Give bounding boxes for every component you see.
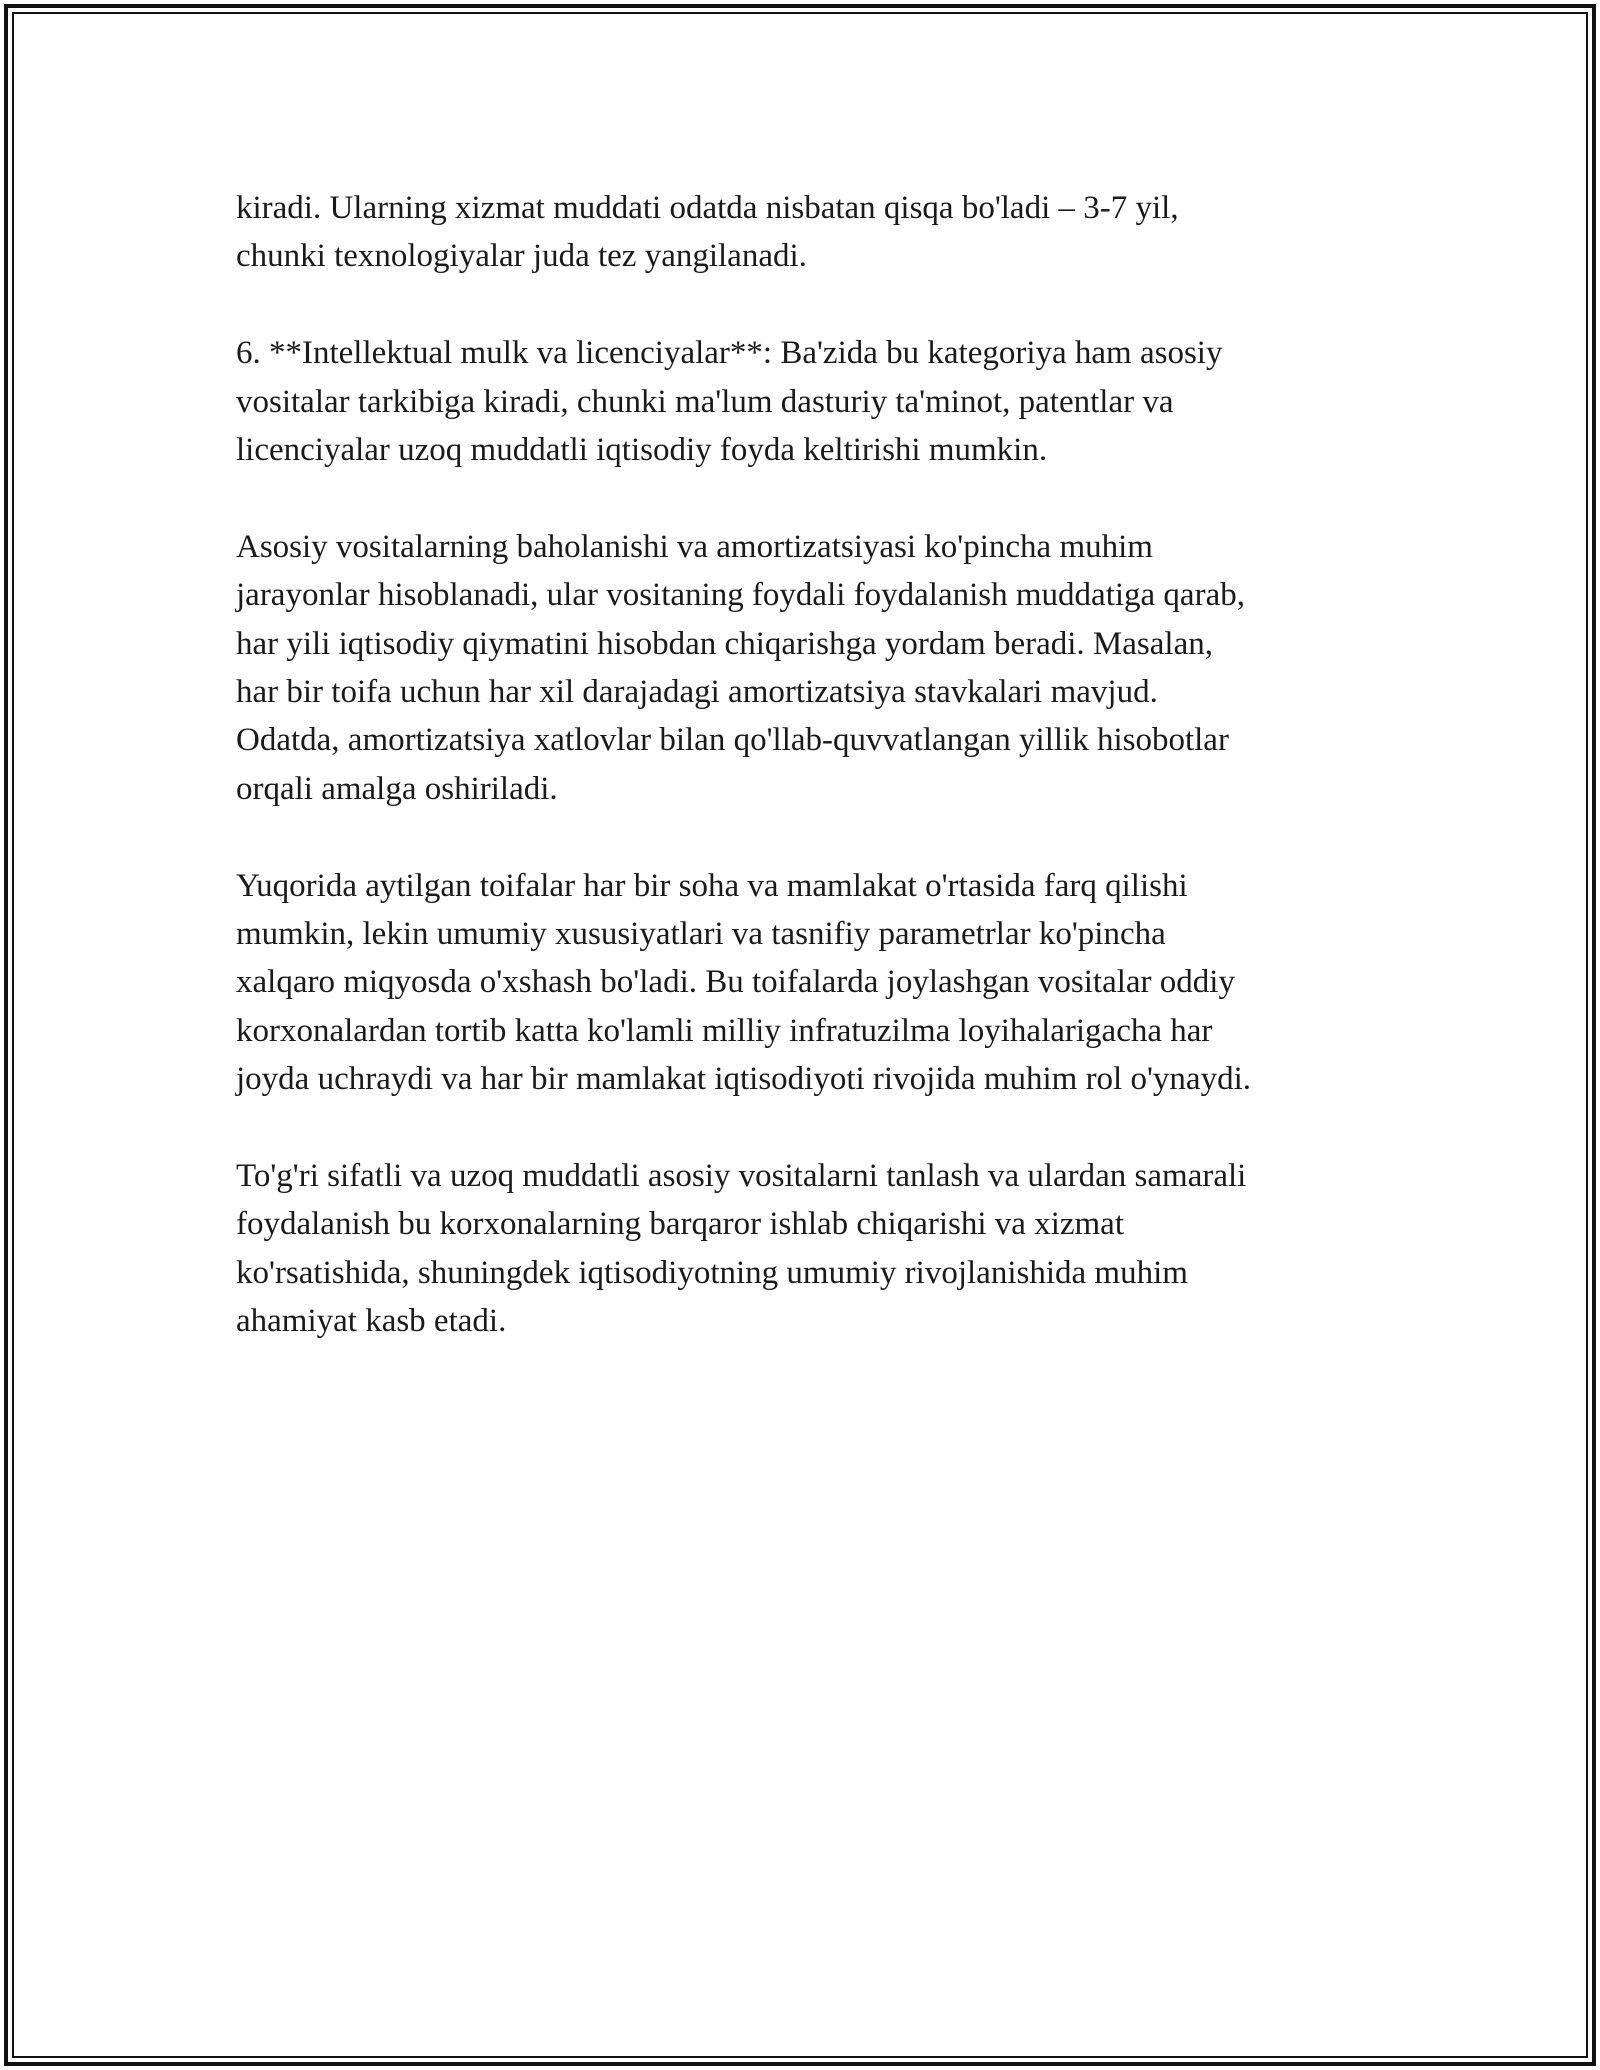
paragraph-continuation: kiradi. Ularning xizmat muddati odatda nisbatan qisqa bo'ladi – 3-7 yil, chunki texnologiyalar juda tez yangilanadi. [236, 190, 1179, 275]
paragraph-intellectual-property: 6. **Intellektual mulk va licenciyalar**: Ba'zida bu kategoriya ham asosiy vositalar tarkibiga kiradi, chunki ma'lum dasturiy ta'minot, patentlar va licenciyalar uzoq muddatli iqtisodiy foyda keltirishi mumkin. [236, 335, 1223, 469]
paragraph-conclusion: To'g'ri sifatli va uzoq muddatli asosiy vositalarni tanlash va ulardan samarali foydalanish bu korxonalarning barqaror ishlab chiqarishi va xizmat ko'rsatishida, shuningdek iqtisodiyotning umumiy rivojlanishida muhim ahamiyat kasb etadi. [236, 1158, 1247, 1340]
paragraph-categories: Yuqorida aytilgan toifalar har bir soha va mamlakat o'rtasida farq qilishi mumkin, lekin umumiy xususiyatlari va tasnifiy parametrlar ko'pincha xalqaro miqyosda o'xshash bo'ladi. Bu toifalarda joylashgan vositalar oddiy korxonalardan tortib katta ko'lamli milliy infratuzilma loyihalarigacha har joyda uchraydi va har bir mamlakat iqtisodiyoti rivojida muhim rol o'ynaydi. [236, 867, 1251, 1098]
paragraph-depreciation: Asosiy vositalarning baholanishi va amortizatsiyasi ko'pincha muhim jarayonlar hisoblanadi, ular vositaning foydali foydalanish muddatiga qarab, har yili iqtisodiy qiymatini hisobdan chiqarishga yordam beradi. Masalan, har bir toifa uchun har xil darajadagi amortizatsiya stavkalari mavjud. Odatda, amortizatsiya xatlovlar bilan qo'llab-quvvatlangan yillik hisobotlar orqali amalga oshiriladi. [236, 528, 1245, 807]
document-body [236, 184, 1386, 1394]
